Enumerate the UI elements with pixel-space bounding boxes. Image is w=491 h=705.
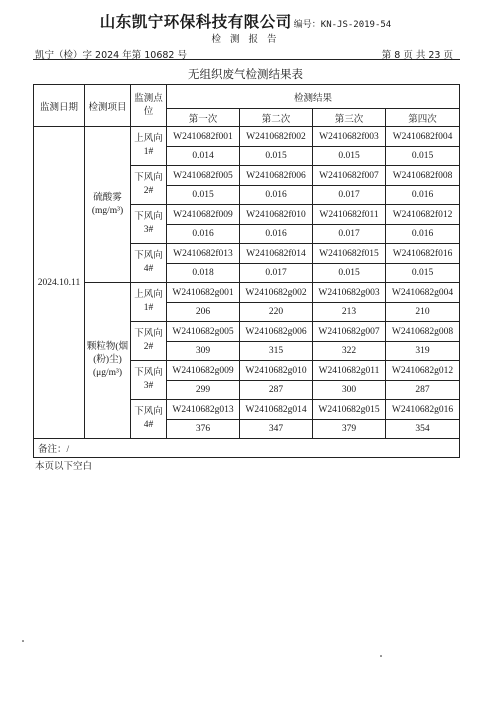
result-value-cell: 287 — [240, 381, 313, 400]
company-name: 山东凯宁环保科技有限公司 — [99, 12, 292, 31]
sample-id-cell: W2410682f001 — [167, 127, 240, 147]
sample-id-cell: W2410682g013 — [167, 400, 240, 420]
test-item: 硫酸雾(mg/m³) — [85, 127, 131, 283]
sample-id-cell: W2410682g011 — [313, 361, 386, 381]
sample-id-cell: W2410682f016 — [386, 244, 460, 264]
document-code: 编号：KN-JS-2019-54 — [293, 20, 392, 30]
result-value-cell: 379 — [313, 420, 386, 439]
sample-id-cell: W2410682f015 — [313, 244, 386, 264]
result-value-cell: 206 — [167, 303, 240, 322]
col-header-date: 监测日期 — [34, 85, 85, 127]
result-value-cell: 210 — [386, 303, 460, 322]
remarks-cell: 备注：/ — [34, 439, 460, 458]
sample-id-cell: W2410682g016 — [386, 400, 460, 420]
sample-id-cell: W2410682f014 — [240, 244, 313, 264]
sample-id-cell: W2410682f006 — [240, 166, 313, 186]
header-divider — [33, 59, 460, 60]
test-item: 颗粒物(烟(粉)尘)(μg/m³) — [85, 283, 131, 439]
result-value-cell: 0.016 — [240, 225, 313, 244]
result-value-cell: 0.014 — [167, 147, 240, 166]
result-value-cell: 213 — [313, 303, 386, 322]
col-header-run: 第四次 — [386, 109, 460, 127]
result-value-cell: 300 — [313, 381, 386, 400]
result-value-cell: 0.015 — [313, 264, 386, 283]
monitoring-point: 下风向 4# — [131, 400, 167, 439]
sample-id-cell: W2410682g014 — [240, 400, 313, 420]
result-value-cell: 0.015 — [386, 264, 460, 283]
col-header-run: 第一次 — [167, 109, 240, 127]
result-value-cell: 0.015 — [240, 147, 313, 166]
sample-id-cell: W2410682g006 — [240, 322, 313, 342]
sample-id-cell: W2410682f007 — [313, 166, 386, 186]
result-value-cell: 315 — [240, 342, 313, 361]
result-value-cell: 0.016 — [386, 225, 460, 244]
monitoring-point: 下风向 2# — [131, 166, 167, 205]
result-value-cell: 0.017 — [240, 264, 313, 283]
result-value-cell: 299 — [167, 381, 240, 400]
sample-id-cell: W2410682g007 — [313, 322, 386, 342]
result-value-cell: 376 — [167, 420, 240, 439]
result-value-cell: 0.017 — [313, 225, 386, 244]
sample-id-cell: W2410682f009 — [167, 205, 240, 225]
sample-id-cell: W2410682g008 — [386, 322, 460, 342]
monitoring-date: 2024.10.11 — [34, 127, 85, 439]
sample-id-cell: W2410682f008 — [386, 166, 460, 186]
sample-id-cell: W2410682f011 — [313, 205, 386, 225]
result-value-cell: 319 — [386, 342, 460, 361]
page-indicator: 第 8 页 共 23 页 — [381, 50, 453, 61]
monitoring-point: 上风向 1# — [131, 127, 167, 166]
result-value-cell: 287 — [386, 381, 460, 400]
result-value-cell: 0.015 — [167, 186, 240, 205]
results-table — [33, 84, 460, 458]
result-value-cell: 0.016 — [167, 225, 240, 244]
scan-speck — [22, 640, 24, 642]
header-row — [34, 85, 460, 109]
sample-id-cell: W2410682g005 — [167, 322, 240, 342]
sample-id-cell: W2410682f002 — [240, 127, 313, 147]
sample-id-row — [34, 283, 460, 303]
monitoring-point: 下风向 3# — [131, 361, 167, 400]
sample-id-cell: W2410682g002 — [240, 283, 313, 303]
sample-id-cell: W2410682f013 — [167, 244, 240, 264]
scan-speck — [380, 655, 382, 657]
result-value-cell: 322 — [313, 342, 386, 361]
monitoring-point: 下风向 4# — [131, 244, 167, 283]
result-value-cell: 354 — [386, 420, 460, 439]
table-title: 无组织废气检测结果表 — [188, 67, 303, 81]
col-header-run: 第二次 — [240, 109, 313, 127]
monitoring-point: 上风向 1# — [131, 283, 167, 322]
result-value-cell: 220 — [240, 303, 313, 322]
page-end-note: 本页以下空白 — [35, 461, 93, 472]
sample-id-cell: W2410682f010 — [240, 205, 313, 225]
sample-id-cell: W2410682g004 — [386, 283, 460, 303]
sample-id-row — [34, 127, 460, 147]
col-header-run: 第三次 — [313, 109, 386, 127]
monitoring-point: 下风向 3# — [131, 205, 167, 244]
col-header-results: 检测结果 — [167, 85, 460, 109]
result-value-cell: 0.015 — [386, 147, 460, 166]
sample-id-cell: W2410682g012 — [386, 361, 460, 381]
sample-id-cell: W2410682f012 — [386, 205, 460, 225]
result-value-cell: 309 — [167, 342, 240, 361]
result-value-cell: 0.016 — [386, 186, 460, 205]
sample-id-cell: W2410682g001 — [167, 283, 240, 303]
sample-id-cell: W2410682f005 — [167, 166, 240, 186]
result-value-cell: 0.018 — [167, 264, 240, 283]
sample-id-cell: W2410682g015 — [313, 400, 386, 420]
document-header — [0, 10, 491, 32]
col-header-item: 检测项目 — [85, 85, 131, 127]
result-value-cell: 0.015 — [313, 147, 386, 166]
remarks-row — [34, 439, 460, 458]
report-subtitle: 检 测 报 告 — [211, 34, 280, 45]
sample-id-cell: W2410682f003 — [313, 127, 386, 147]
sample-id-cell: W2410682g003 — [313, 283, 386, 303]
report-number: 凯宁（检）字 2024 年第 10682 号 — [35, 50, 187, 61]
sample-id-cell: W2410682g009 — [167, 361, 240, 381]
col-header-point: 监测点位 — [131, 85, 167, 127]
result-value-cell: 0.016 — [240, 186, 313, 205]
monitoring-point: 下风向 2# — [131, 322, 167, 361]
sample-id-cell: W2410682g010 — [240, 361, 313, 381]
result-value-cell: 0.017 — [313, 186, 386, 205]
result-value-cell: 347 — [240, 420, 313, 439]
sample-id-cell: W2410682f004 — [386, 127, 460, 147]
